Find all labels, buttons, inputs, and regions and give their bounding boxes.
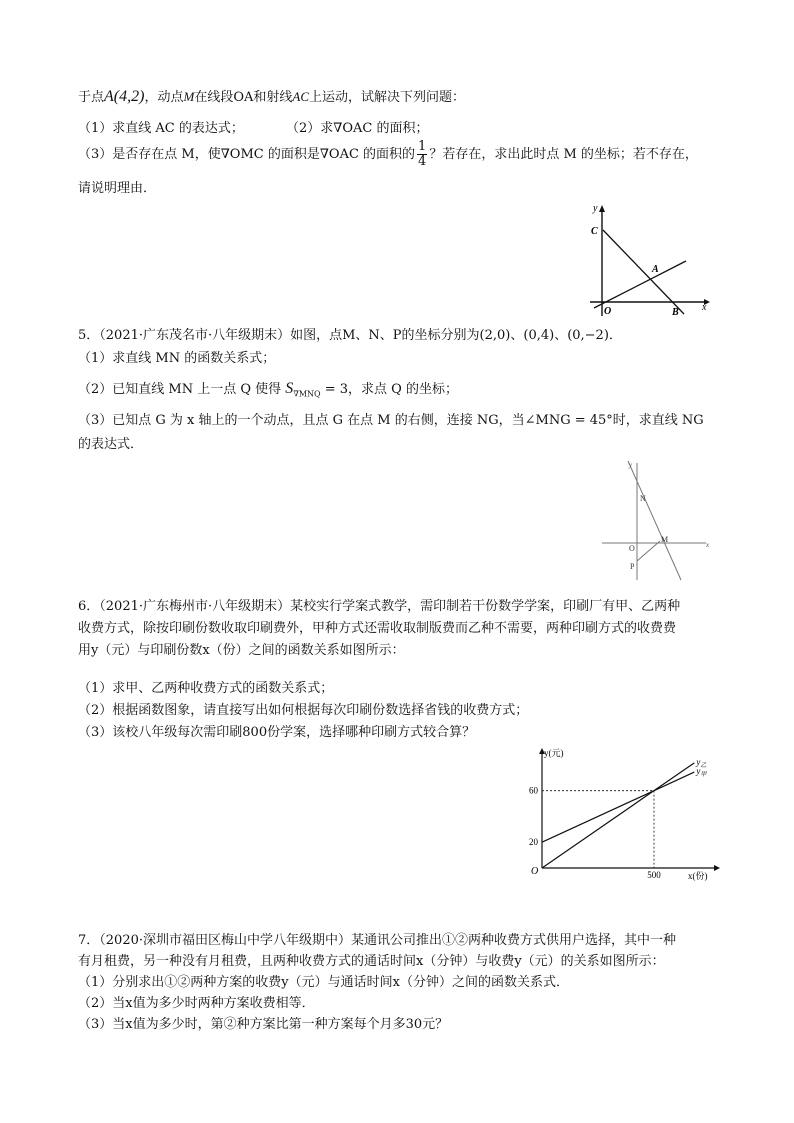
chart6-ytick-60: 60 bbox=[529, 785, 538, 796]
chart6-series-line-yi bbox=[542, 763, 694, 868]
p5-q3: （3）已知点 G 为 x 轴上的一个动点，且点 G 在点 M 的右侧，连接 NG，当∠MNG = 45°时，求直线 NG bbox=[78, 413, 704, 428]
chart6-xlabel: x(份) bbox=[688, 871, 708, 881]
p7-stem-1: 7．（2020·深圳市福田区梅山中学八年级期中）某通讯公司推出①②两种收费方式供用户选择，其中一种 bbox=[78, 933, 676, 948]
figure-problem4 bbox=[584, 200, 714, 320]
p4-intro: 于点A(4,2)，动点M在线段OA和射线AC上运动，试解决下列问题： bbox=[78, 88, 466, 105]
p5-stem: 5．（2021·广东茂名市·八年级期末）如图，点M、N、P的坐标分别为(2,0)、(0,4)、(0,−2)． bbox=[78, 328, 622, 343]
p7-stem-2: 有月租费，另一种没有月租费，且两种收费方式的通话时间x（分钟）与收费y（元）的关系如图所示： bbox=[78, 954, 665, 969]
chart6-legend-subscript: 乙 bbox=[700, 762, 707, 769]
fig4-label-b: B bbox=[672, 307, 679, 318]
chart6-ytick-20: 20 bbox=[529, 837, 538, 848]
p6-stem-2: 收费方式，除按印刷份数收取印刷费外，甲种方式还需收取制版费而乙种不需要，两种印刷方式的收费费 bbox=[78, 621, 677, 636]
p4-q3: （3）是否存在点 M，使∇OMC 的面积是∇OAC 的面积的 $\frac{1}{4}$ ？若存在，求出此时点 M 的坐标；若不存在， bbox=[78, 139, 698, 169]
fig5-label-y: y bbox=[629, 461, 633, 469]
chart6-series-line-jia bbox=[542, 772, 694, 842]
fig4-label-o: O bbox=[604, 306, 612, 317]
p7-q1: （1）分别求出①②两种方案的收费y（元）与通话时间x（分钟）之间的函数关系式． bbox=[78, 975, 569, 990]
chart6-x-arrow bbox=[714, 865, 720, 871]
p6-stem-3: 用y（元）与印刷份数x（份）之间的函数关系如图所示： bbox=[78, 643, 405, 658]
chart6-legend-yi: $y_乙$ bbox=[696, 756, 707, 769]
fig4-label-a: A bbox=[652, 264, 659, 275]
fig5-label-x: x bbox=[706, 541, 710, 549]
fig4-y-arrow bbox=[599, 205, 605, 212]
fig4-label-y: y bbox=[593, 203, 598, 214]
fig5-line-pm bbox=[637, 541, 660, 561]
fig4-label-c: C bbox=[591, 226, 598, 237]
p6-stem-1: 6．（2021·广东梅州市·八年级期末）某校实行学案式教学，需印制若干份数学学案，印刷厂有甲、乙两种 bbox=[78, 599, 681, 614]
p4-q2: （2）求∇OAC 的面积； bbox=[286, 121, 429, 136]
chart6-origin-label: O bbox=[531, 866, 539, 877]
chart6-xtick-500: 500 bbox=[647, 870, 661, 880]
p7-q3: （3）当x值为多少时，第②种方案比第一种方案每个月多30元？ bbox=[78, 1017, 449, 1032]
chart6-legend-jia: $y_甲$ bbox=[696, 766, 707, 779]
p5-q1: （1）求直线 MN 的函数关系式； bbox=[78, 351, 276, 366]
fig5-label-n: N bbox=[640, 494, 646, 503]
fig4-label-x: x bbox=[702, 302, 707, 313]
fraction-one-quarter: $\frac{1}{4}$ bbox=[418, 139, 427, 169]
chart6-legend-subscript: 甲 bbox=[700, 772, 707, 779]
p6-q1: （1）求甲、乙两种收费方式的函数关系式； bbox=[78, 681, 334, 696]
p5-q3-cont: 的表达式． bbox=[78, 437, 144, 452]
p4-q3-cont: 请说明理由． bbox=[78, 181, 157, 196]
figure-problem5 bbox=[598, 455, 728, 585]
p7-q2: （2）当x值为多少时两种方案收费相等． bbox=[78, 996, 315, 1011]
p6-q3: （3）该校八年级每次需印刷800份学案，选择哪种印刷方式较合算？ bbox=[78, 725, 476, 740]
fig5-line-mn bbox=[628, 461, 681, 580]
p6-q2: （2）根据函数图象，请直接写出如何根据每次印刷份数选择省钱的收费方式； bbox=[78, 703, 529, 718]
chart6-ylabel: y(元) bbox=[544, 748, 564, 758]
p4-q1: （1）求直线 AC 的表达式； bbox=[78, 121, 244, 136]
p5-q2: （2）已知直线 MN 上一点 Q 使得 $S_{\nabla MNQ} = 3$，求点 Q 的坐标； bbox=[78, 380, 458, 399]
fig5-label-o: O bbox=[629, 544, 635, 553]
fig5-label-p: P bbox=[630, 562, 635, 571]
chart-problem6 bbox=[510, 742, 730, 882]
fig5-label-m: M bbox=[661, 535, 669, 544]
